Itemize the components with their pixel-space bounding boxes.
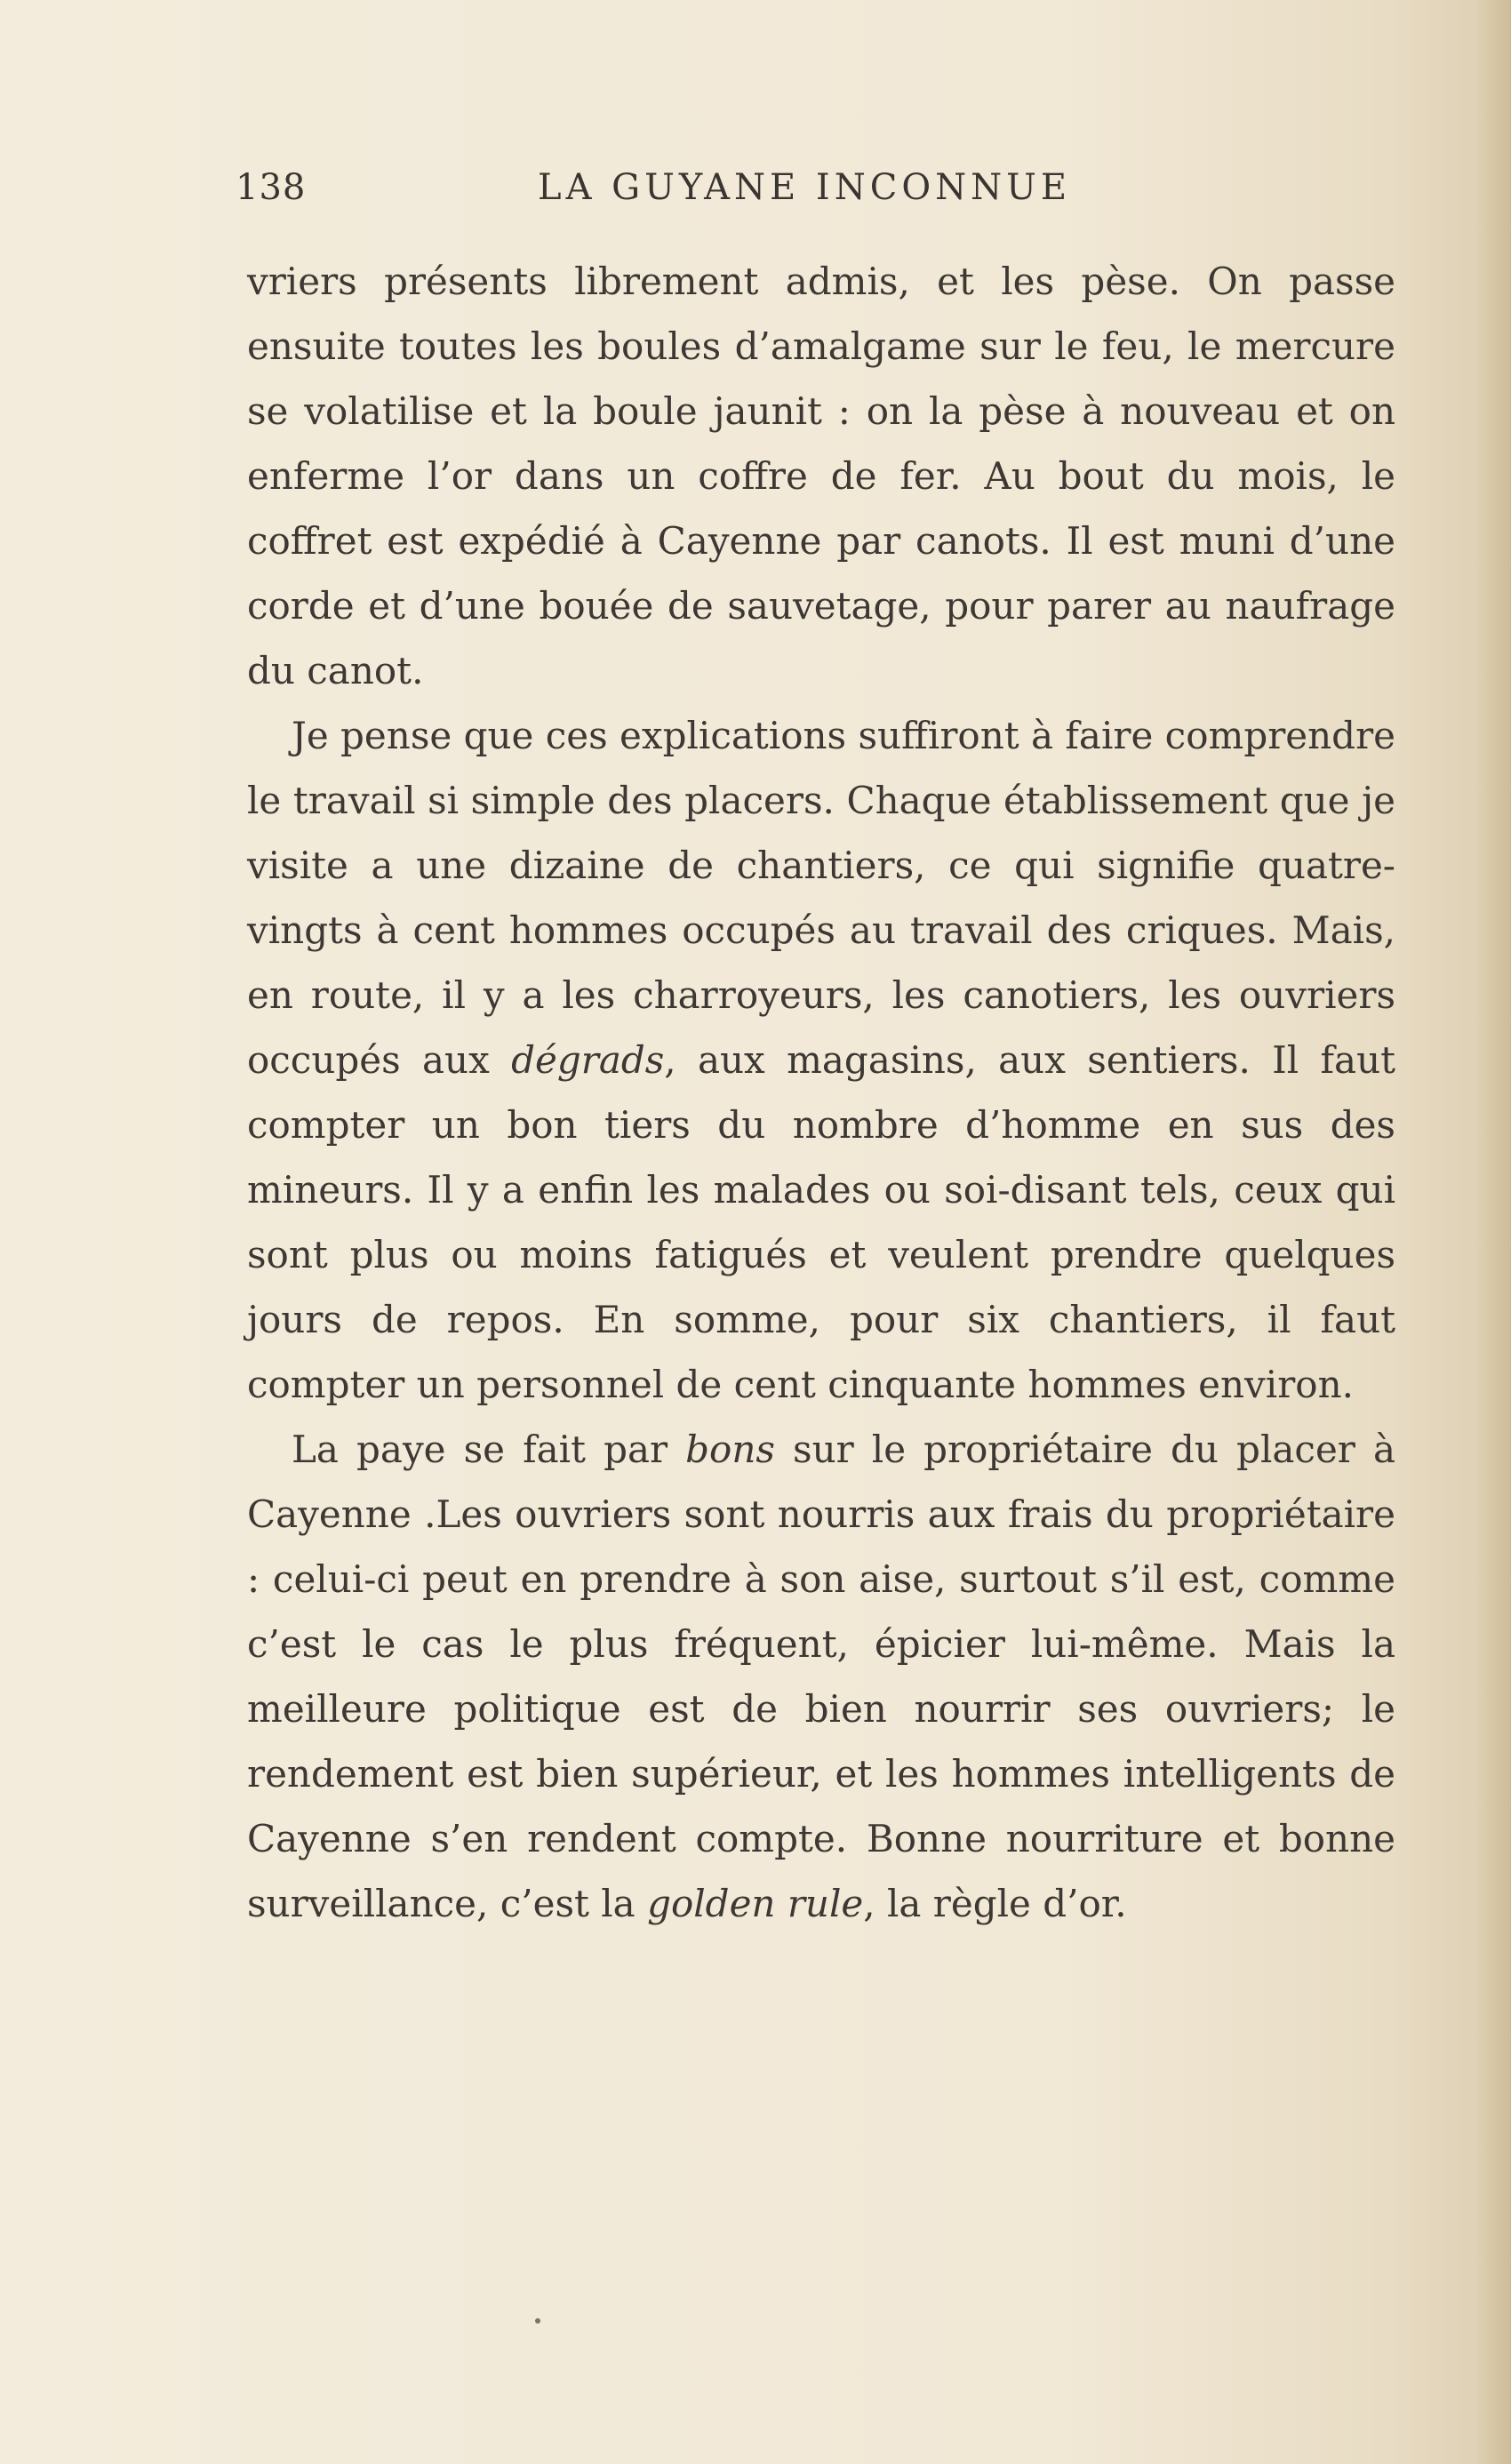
page-number: 138: [236, 167, 307, 208]
text-segment: , la règle d’or.: [863, 1882, 1127, 1925]
text-segment: vriers présents librement admis, et les pèse. On passe ensuite toutes les boules d’amalgame sur le feu, le mercure se volatilise et la boule jaunit : on la pèse à nouveau et on enferme l’or dans un coffre de fer. Au bout du mois, le coffret est expédié à Cayenne par canots. Il est muni d’une corde et d’une bouée de sauvetage, pour parer au naufrage du canot.: [247, 260, 1395, 692]
text-segment: Je pense que ces explications suffiront à faire comprendre le travail si simple des placers. Chaque établissement que je visite a une dizaine de chantiers, ce qui signifie quatre-vingts à cent hommes occupés au travail des criques. Mais, en route, il y a les charroyeurs, les canotiers, les ouvriers occupés aux: [247, 714, 1395, 1082]
italic-term-golden-rule: golden rule: [647, 1882, 864, 1925]
body-text: [247, 249, 1395, 1936]
italic-term-degrads: dégrads: [511, 1038, 665, 1082]
paragraph: [247, 703, 1395, 1417]
text-segment: La paye se fait par: [292, 1428, 686, 1471]
text-segment: , aux magasins, aux sentiers. Il faut compter un bon tiers du nombre d’homme en sus des mineurs. Il y a enfin les malades ou soi-disant tels, ceux qui sont plus ou moins fatigués et veulent prendre quelques jours de repos. En somme, pour six chantiers, il faut compter un personnel de cent cinquante hommes environ.: [247, 1038, 1396, 1406]
page-edge-shadow: [1475, 0, 1511, 2464]
paragraph: [247, 249, 1395, 703]
paragraph: [247, 1417, 1395, 1936]
running-title: LA GUYANE INCONNUE: [538, 167, 1072, 208]
text-segment: sur le propriétaire du placer à Cayenne .Les ouvriers sont nourris aux frais du propriétaire : celui-ci peut en prendre à son aise, surtout s’il est, comme c’est le cas le plus fréquent, épicier lui-même. Mais la meilleure politique est de bien nourrir ses ouvriers; le rendement est bien supérieur, et les hommes intelligents de Cayenne s’en rendent compte. Bonne nourriture et bonne surveillance, c’est la: [247, 1428, 1395, 1925]
italic-term-bons: bons: [685, 1428, 775, 1471]
page-header: [236, 167, 1400, 220]
paper-fleck: [535, 2318, 540, 2324]
